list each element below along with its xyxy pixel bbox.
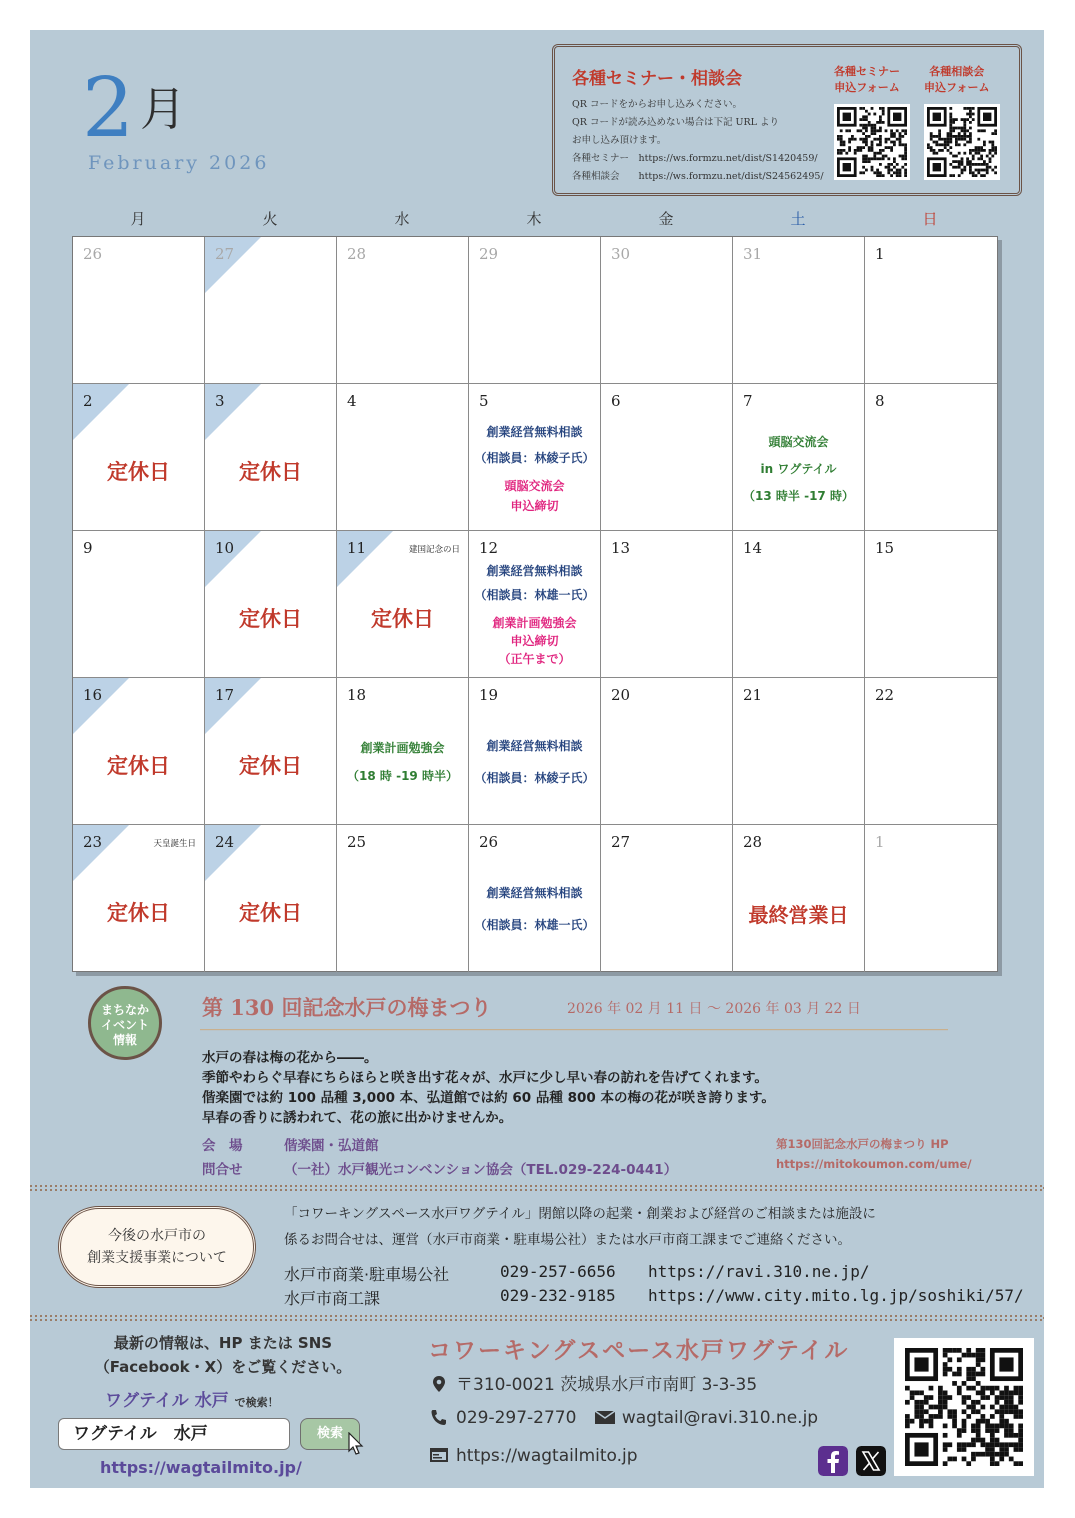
ume-festival-title: 第 130 回記念水戸の梅まつり <box>202 995 492 1020</box>
seminar-note: QR コードをからお申し込みください。 <box>572 99 742 110</box>
holiday-label: 建国記念の日 <box>408 545 460 555</box>
ume-body-line: 偕楽園では約 100 品種 3,000 本、弘道館では約 60 品種 800 本の梅の花が咲き誇ります。 <box>202 1090 775 1106</box>
footer-lead: 最新の情報は、HP または SNS <box>113 1334 333 1352</box>
event-networking: 頭脳交流会 <box>768 435 829 449</box>
seminar-qr-label: 各種セミナー 申込フォーム <box>834 65 900 94</box>
cursor-icon <box>348 1432 364 1456</box>
consult-url[interactable]: 各種相談会 https://ws.formzu.net/dist/S24562495/ <box>572 171 824 182</box>
calendar-grid <box>72 236 998 972</box>
ume-hp-link[interactable]: https://mitokoumon.com/ume/ <box>776 1157 972 1171</box>
day-cell[interactable]: 9 <box>73 531 205 678</box>
closed-label: 定休日 <box>239 754 302 778</box>
day-cell[interactable]: 31 <box>733 237 865 384</box>
weekday-fri: 金 <box>658 210 674 228</box>
closed-label: 定休日 <box>107 460 170 484</box>
qr-code-icon[interactable] <box>834 104 910 180</box>
day-cell[interactable]: 1 <box>875 833 885 851</box>
footer-web[interactable]: https://wagtailmito.jp <box>456 1446 638 1466</box>
support-text: 「コワーキングスペース水戸ワグテイル」閉館以降の起業・創業および経営のご相談または施設に <box>284 1206 876 1222</box>
day-cell[interactable]: 16 定休日 <box>73 678 205 825</box>
event-consultant: （相談員：林雄一氏） <box>474 918 595 932</box>
day-cell[interactable]: 28 最終営業日 <box>733 825 865 972</box>
event-consultant: （相談員：林綾子氏） <box>474 771 595 785</box>
search-button[interactable]: 検索 <box>300 1418 360 1450</box>
month-english: February 2026 <box>88 152 270 174</box>
day-cell[interactable]: 7 頭脳交流会 in ワグテイル （13 時半 -17 時） <box>733 384 865 531</box>
day-cell[interactable]: 3 定休日 <box>205 384 337 531</box>
contact-label: 問合せ <box>202 1162 243 1178</box>
consult-qr-label: 各種相談会 申込フォーム <box>924 65 990 94</box>
web-row <box>428 1446 638 1466</box>
day-cell[interactable]: 22 <box>865 678 997 825</box>
contact-url[interactable]: https://www.city.mito.lg.jp/soshiki/57/ <box>648 1286 1024 1305</box>
event-study: 創業計画勉強会 <box>360 741 445 755</box>
event-consultant: （相談員：林雄一氏） <box>474 588 595 602</box>
facebook-icon[interactable] <box>818 1446 848 1476</box>
closed-label: 定休日 <box>239 460 302 484</box>
org-name: コワーキングスペース水戸ワグテイル <box>428 1337 850 1364</box>
weekday-mon: 月 <box>130 210 146 228</box>
event-consultation: 創業経営無料相談 <box>486 425 583 439</box>
weekday-tue: 火 <box>262 210 278 228</box>
weekday-sat: 土 <box>790 210 806 228</box>
day-cell[interactable]: 4 <box>337 384 469 531</box>
dotted-divider <box>30 1314 1044 1322</box>
dotted-divider <box>30 1184 1044 1192</box>
support-pill: 今後の水戸市の 創業支援事業について <box>58 1206 256 1288</box>
day-cell[interactable]: 15 <box>865 531 997 678</box>
closed-label: 定休日 <box>239 901 302 925</box>
search-hint: ワグテイル 水戸 で検索！ <box>105 1391 279 1411</box>
event-time: （18 時 -19 時半） <box>347 769 458 783</box>
weekday-wed: 水 <box>394 210 410 228</box>
day-cell[interactable]: 23 天皇誕生日 定休日 <box>73 825 205 972</box>
qr-code-icon[interactable] <box>894 1338 1034 1476</box>
day-cell[interactable]: 28 <box>337 237 469 384</box>
x-icon[interactable] <box>856 1446 886 1476</box>
closed-label: 定休日 <box>371 607 434 631</box>
seminar-title: 各種セミナー・相談会 <box>572 69 742 89</box>
contact-org: 水戸市商業·駐車場公社 <box>284 1265 450 1284</box>
day-cell[interactable]: 24 定休日 <box>205 825 337 972</box>
holiday-label: 天皇誕生日 <box>153 839 196 849</box>
closed-label: 定休日 <box>107 754 170 778</box>
day-cell[interactable]: 21 <box>733 678 865 825</box>
seminar-url[interactable]: 各種セミナー https://ws.formzu.net/dist/S1420459/ <box>572 153 818 164</box>
seminar-note: QR コードが読み込めない場合は下記 URL より <box>572 117 779 128</box>
day-cell[interactable]: 27 <box>601 825 733 972</box>
ume-festival-dates: 2026 年 02 月 11 日 ～ 2026 年 03 月 22 日 <box>567 1001 861 1017</box>
closed-label: 定休日 <box>107 901 170 925</box>
day-cell[interactable]: 18 創業計画勉強会 （18 時 -19 時半） <box>337 678 469 825</box>
day-cell[interactable]: 26 <box>73 237 205 384</box>
tel-mail-row <box>428 1408 818 1428</box>
event-deadline: 申込締切 <box>510 634 559 648</box>
event-consultation: 創業経営無料相談 <box>486 564 583 578</box>
ume-body-line: 水戸の春は梅の花から――。 <box>202 1050 378 1066</box>
day-cell[interactable]: 5 創業経営無料相談 （相談員：林綾子氏） 頭脳交流会 申込締切 <box>469 384 601 531</box>
day-cell[interactable]: 30 <box>601 237 733 384</box>
footer-lead: （Facebook・X）をご覧ください。 <box>94 1358 352 1376</box>
closed-label: 定休日 <box>239 607 302 631</box>
contact-org: 水戸市商工課 <box>284 1289 381 1308</box>
address-row: 〒310-0021 茨城県水戸市南町 3-3-35 <box>428 1370 757 1395</box>
day-cell[interactable]: 12 創業経営無料相談 （相談員：林雄一氏） 創業計画勉強会 申込締切 （正午まで） <box>469 531 601 678</box>
day-cell[interactable]: 17 定休日 <box>205 678 337 825</box>
day-cell[interactable]: 6 <box>601 384 733 531</box>
search-input[interactable]: ワグテイル 水戸 <box>58 1418 290 1450</box>
footer-email[interactable]: wagtail@ravi.310.ne.jp <box>621 1408 819 1428</box>
support-text: 係るお問合せは、運営（水戸市商業・駐車場公社）または水戸市商工課までご連絡ください。 <box>284 1232 851 1248</box>
event-consultation: 創業経営無料相談 <box>486 886 583 900</box>
town-event-badge: まちなか イベント 情報 <box>88 986 162 1060</box>
day-cell[interactable]: 11 建国記念の日 定休日 <box>337 531 469 678</box>
event-consultant: （相談員：林綾子氏） <box>474 451 595 465</box>
seminar-note: お申し込み頂けます。 <box>572 135 667 146</box>
month-number: 2 <box>82 61 135 156</box>
day-cell[interactable]: 2 定休日 <box>73 384 205 531</box>
day-cell[interactable]: 27 <box>205 237 337 384</box>
event-deadline: 創業計画勉強会 <box>492 616 577 630</box>
day-cell[interactable]: 10 定休日 <box>205 531 337 678</box>
event-consultation: 創業経営無料相談 <box>486 739 583 753</box>
contact-tel[interactable]: 029-257-6656 <box>500 1262 616 1281</box>
ume-body-line: 季節やわらぐ早春にちらほらと咲き出す花々が、水戸に少し早い春の訪れを告げてくれます。 <box>202 1070 768 1086</box>
qr-code-icon[interactable] <box>924 104 1000 180</box>
phone-icon <box>428 1408 450 1426</box>
day-cell[interactable]: 14 <box>733 531 865 678</box>
event-deadline: （正午まで） <box>498 652 571 666</box>
day-cell[interactable]: 26 創業経営無料相談 （相談員：林雄一氏） <box>469 825 601 972</box>
event-networking: in ワグテイル <box>760 462 837 476</box>
day-cell[interactable]: 13 <box>601 531 733 678</box>
day-cell[interactable]: 29 <box>469 237 601 384</box>
venue-value: 偕楽園・弘道館 <box>284 1138 379 1154</box>
ume-hp-label: 第130回記念水戸の梅まつり HP <box>776 1137 949 1151</box>
day-cell[interactable]: 25 <box>337 825 469 972</box>
contact-value: （一社）水戸観光コンベンション協会（TEL.029-224-0441） <box>284 1162 678 1178</box>
location-pin-icon <box>428 1375 450 1393</box>
mail-icon <box>594 1408 616 1426</box>
day-cell[interactable]: 19 創業経営無料相談 （相談員：林綾子氏） <box>469 678 601 825</box>
footer-tel[interactable]: 029-297-2770 <box>456 1408 577 1428</box>
venue-label: 会 場 <box>202 1138 243 1154</box>
web-icon <box>428 1446 450 1464</box>
event-deadline: 申込締切 <box>510 499 559 513</box>
last-business-day: 最終営業日 <box>748 903 849 927</box>
month-kanji: 月 <box>140 82 186 136</box>
event-time: （13 時半 -17 時） <box>743 489 854 503</box>
day-cell[interactable]: 1 <box>865 237 997 384</box>
contact-tel[interactable]: 029-232-9185 <box>500 1286 616 1305</box>
ume-body-line: 早春の香りに誘われて、花の旅に出かけませんか。 <box>202 1110 513 1126</box>
day-cell[interactable]: 8 <box>865 384 997 531</box>
footer-website-link[interactable]: https://wagtailmito.jp/ <box>100 1458 302 1477</box>
weekday-sun: 日 <box>922 210 938 228</box>
contact-url[interactable]: https://ravi.310.ne.jp/ <box>648 1262 870 1281</box>
ornament-divider <box>200 1027 948 1032</box>
weekday-thu: 木 <box>526 210 542 228</box>
event-deadline: 頭脳交流会 <box>504 479 565 493</box>
day-cell[interactable]: 20 <box>601 678 733 825</box>
